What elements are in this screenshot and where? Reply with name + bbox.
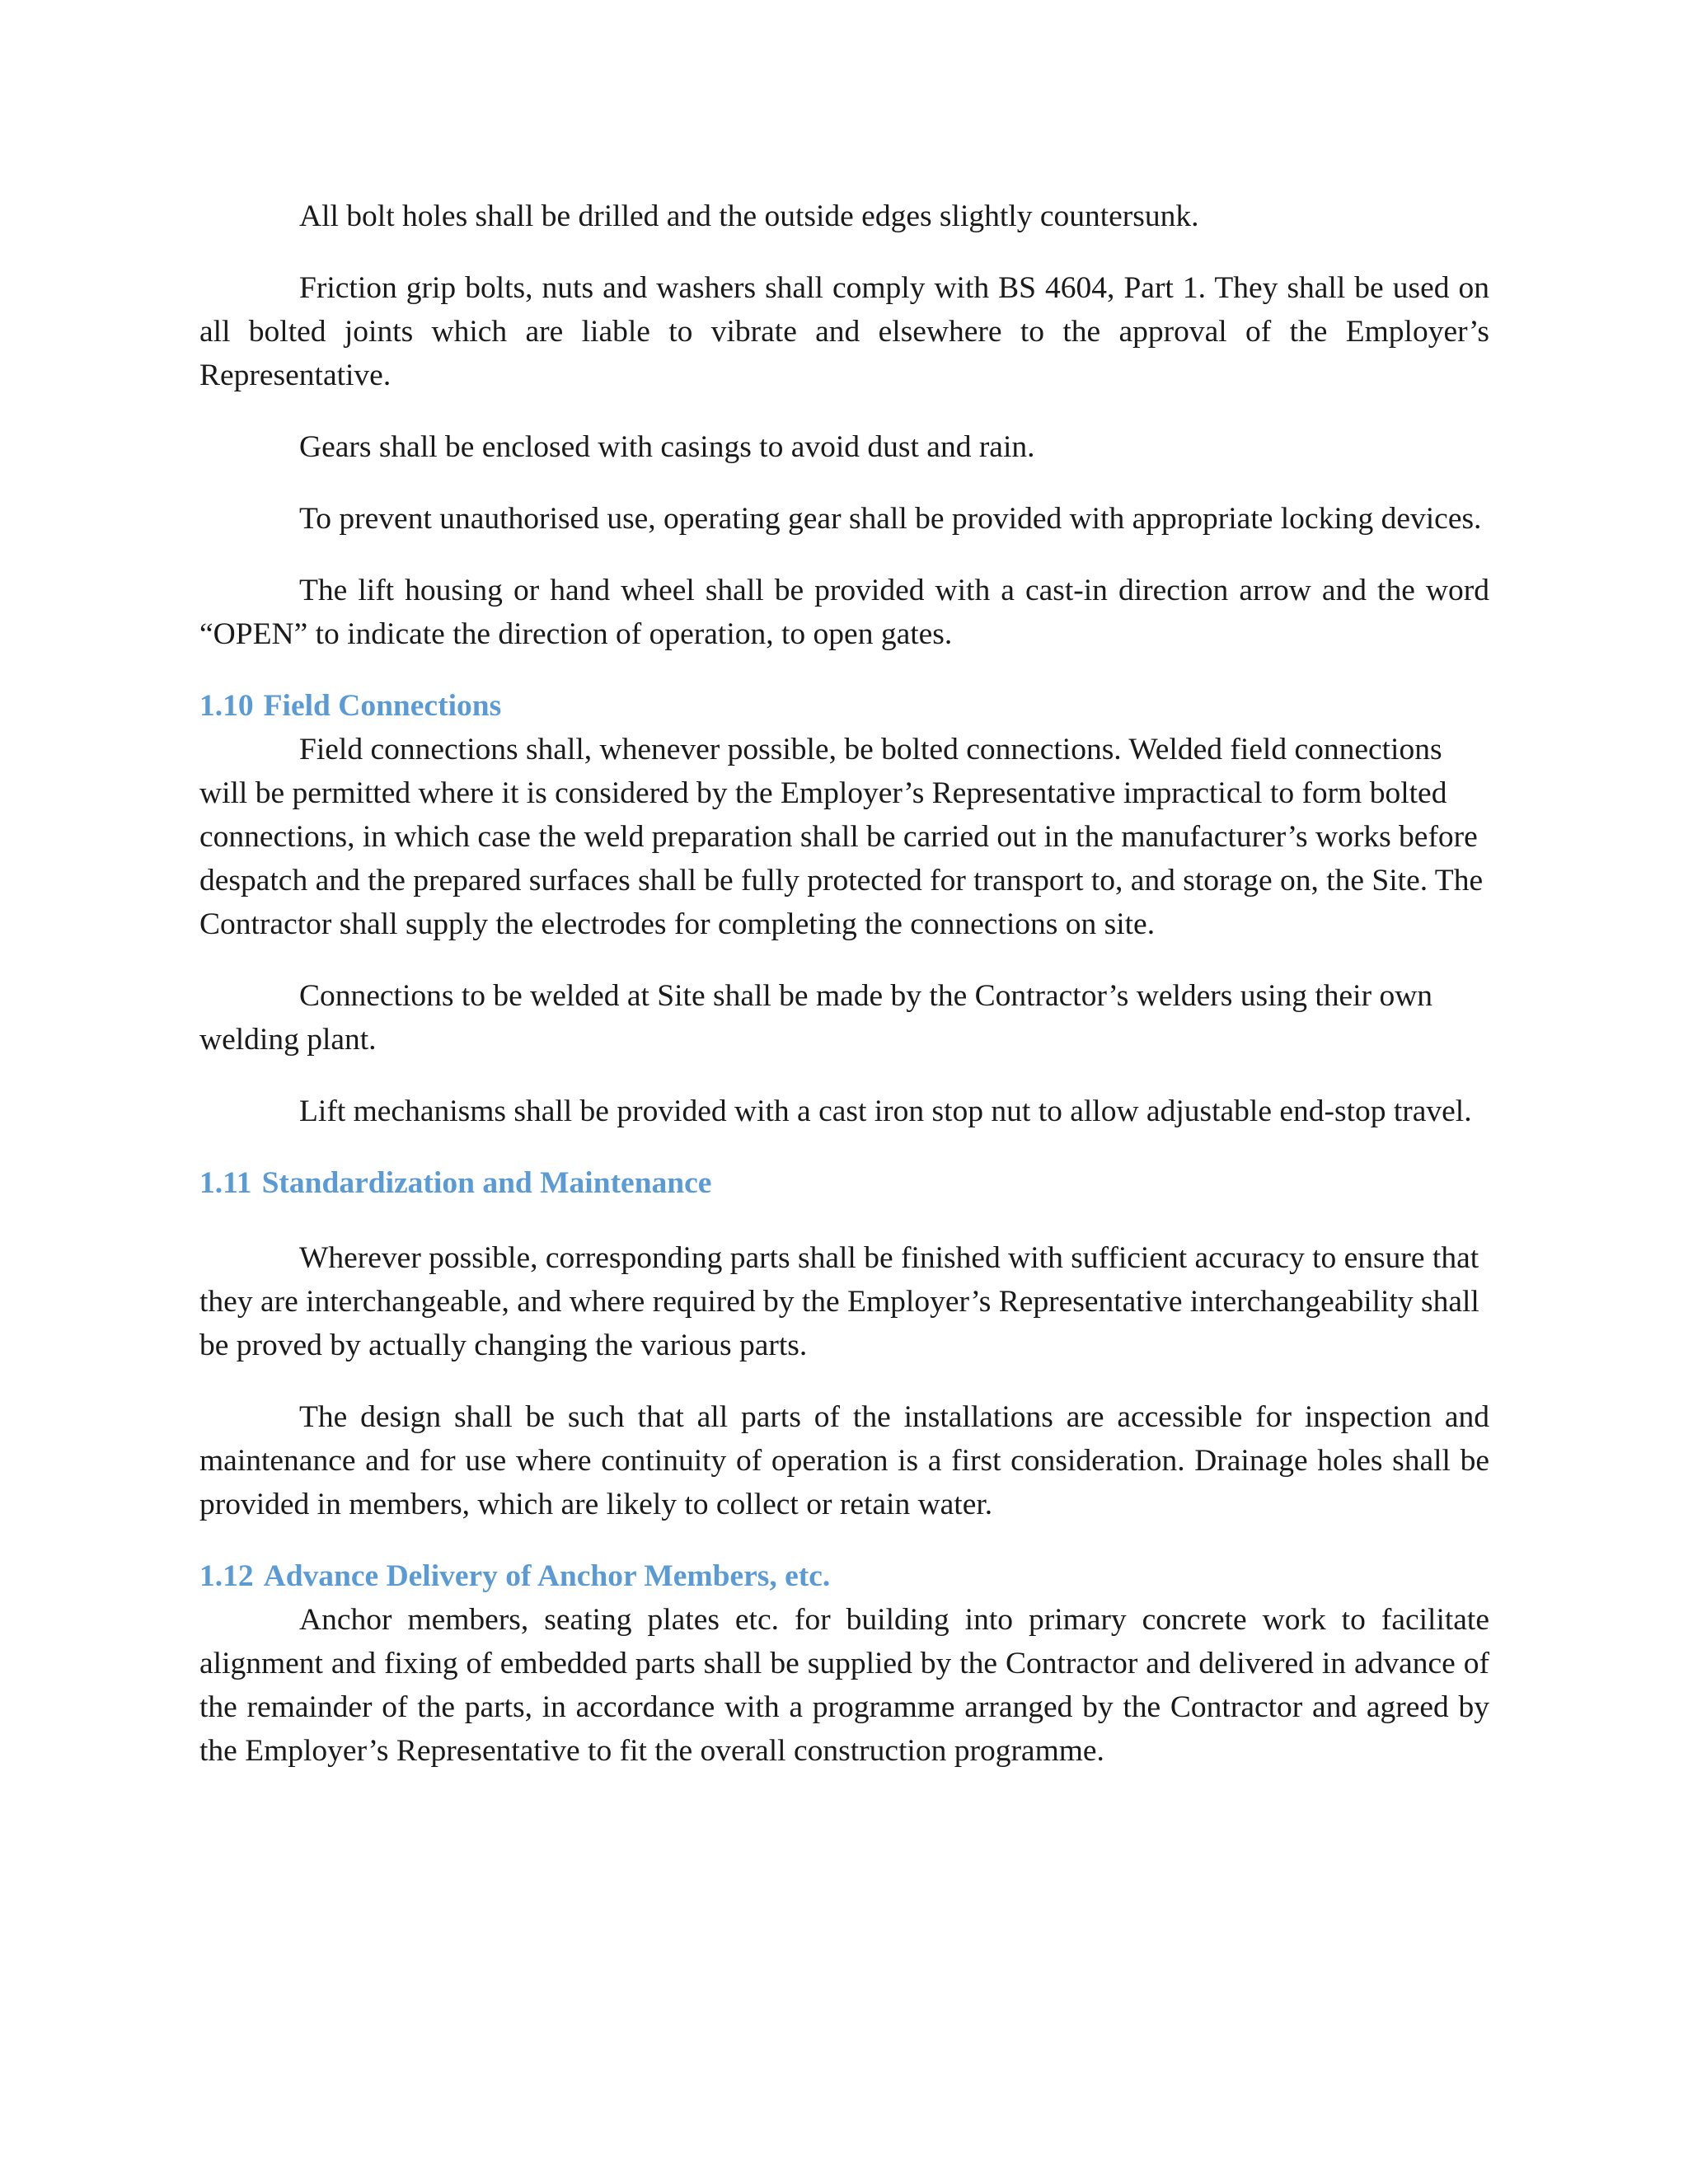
paragraph-field-connections: Field connections shall, whenever possible, be bolted connections. Welded field connections will be permitted where it is considered by the Employer’s Representative impractical to form bolted connections, in which case the weld preparation shall be carried out in the manufacturer’s works before despatch and the prepared surfaces shall be fully protected for transport to, and storage on, the Site. The Contractor shall supply the electrodes for completing the connections on site. (199, 733, 1484, 941)
section-number: 1.12 (199, 1559, 254, 1593)
paragraph-accessibility: The design shall be such that all parts of the installations are accessible for inspection and maintenance and for use where continuity of operation is a first consideration. Drainage holes shall be provided in members, which are likely to collect or retain water. (199, 1400, 1489, 1521)
section-title: Standardization and Maintenance (261, 1166, 712, 1200)
paragraph-stop-nut: Lift mechanisms shall be provided with a cast iron stop nut to allow adjustable end-stop travel. (299, 1094, 1472, 1128)
paragraph-friction-grip-bolts: Friction grip bolts, nuts and washers shall comply with BS 4604, Part 1. They shall be used on all bolted joints which are liable to vibrate and elsewhere to the approval of the Employer’s Representative. (199, 271, 1489, 392)
paragraph-site-welding: Connections to be welded at Site shall be made by the Contractor’s welders using their own welding plant. (199, 979, 1433, 1057)
paragraph-anchor-members: Anchor members, seating plates etc. for building into primary concrete work to facilitate alignment and fixing of embedded parts shall be supplied by the Contractor and delivered in advance of the remainder of the parts, in accordance with a programme arranged by the Contractor and agreed by the Employer’s Representative to fit the overall construction programme. (199, 1603, 1489, 1768)
document-body (199, 194, 1489, 1801)
section-number: 1.11 (199, 1166, 252, 1200)
paragraph-gears: Gears shall be enclosed with casings to avoid dust and rain. (299, 430, 1035, 464)
section-heading-advance-delivery (199, 1554, 1489, 1598)
paragraph-bolt-holes: All bolt holes shall be drilled and the outside edges slightly countersunk. (299, 199, 1199, 233)
section-number: 1.10 (199, 689, 254, 723)
paragraph-locking-devices: To prevent unauthorised use, operating gear shall be provided with appropriate locking devices. (299, 502, 1482, 536)
paragraph-interchangeable-parts: Wherever possible, corresponding parts shall be finished with sufficient accuracy to ensure that they are interchangeable, and where required by the Employer’s Representative interchangeability shall be proved by actually changing the various parts. (199, 1241, 1479, 1362)
section-title: Advance Delivery of Anchor Members, etc. (263, 1559, 831, 1593)
paragraph-direction-arrow: The lift housing or hand wheel shall be provided with a cast-in direction arrow and the word “OPEN” to indicate the direction of operation, to open gates. (199, 574, 1489, 651)
section-title: Field Connections (263, 689, 502, 723)
section-heading-standardization (199, 1161, 1489, 1205)
section-heading-field-connections (199, 684, 1489, 728)
